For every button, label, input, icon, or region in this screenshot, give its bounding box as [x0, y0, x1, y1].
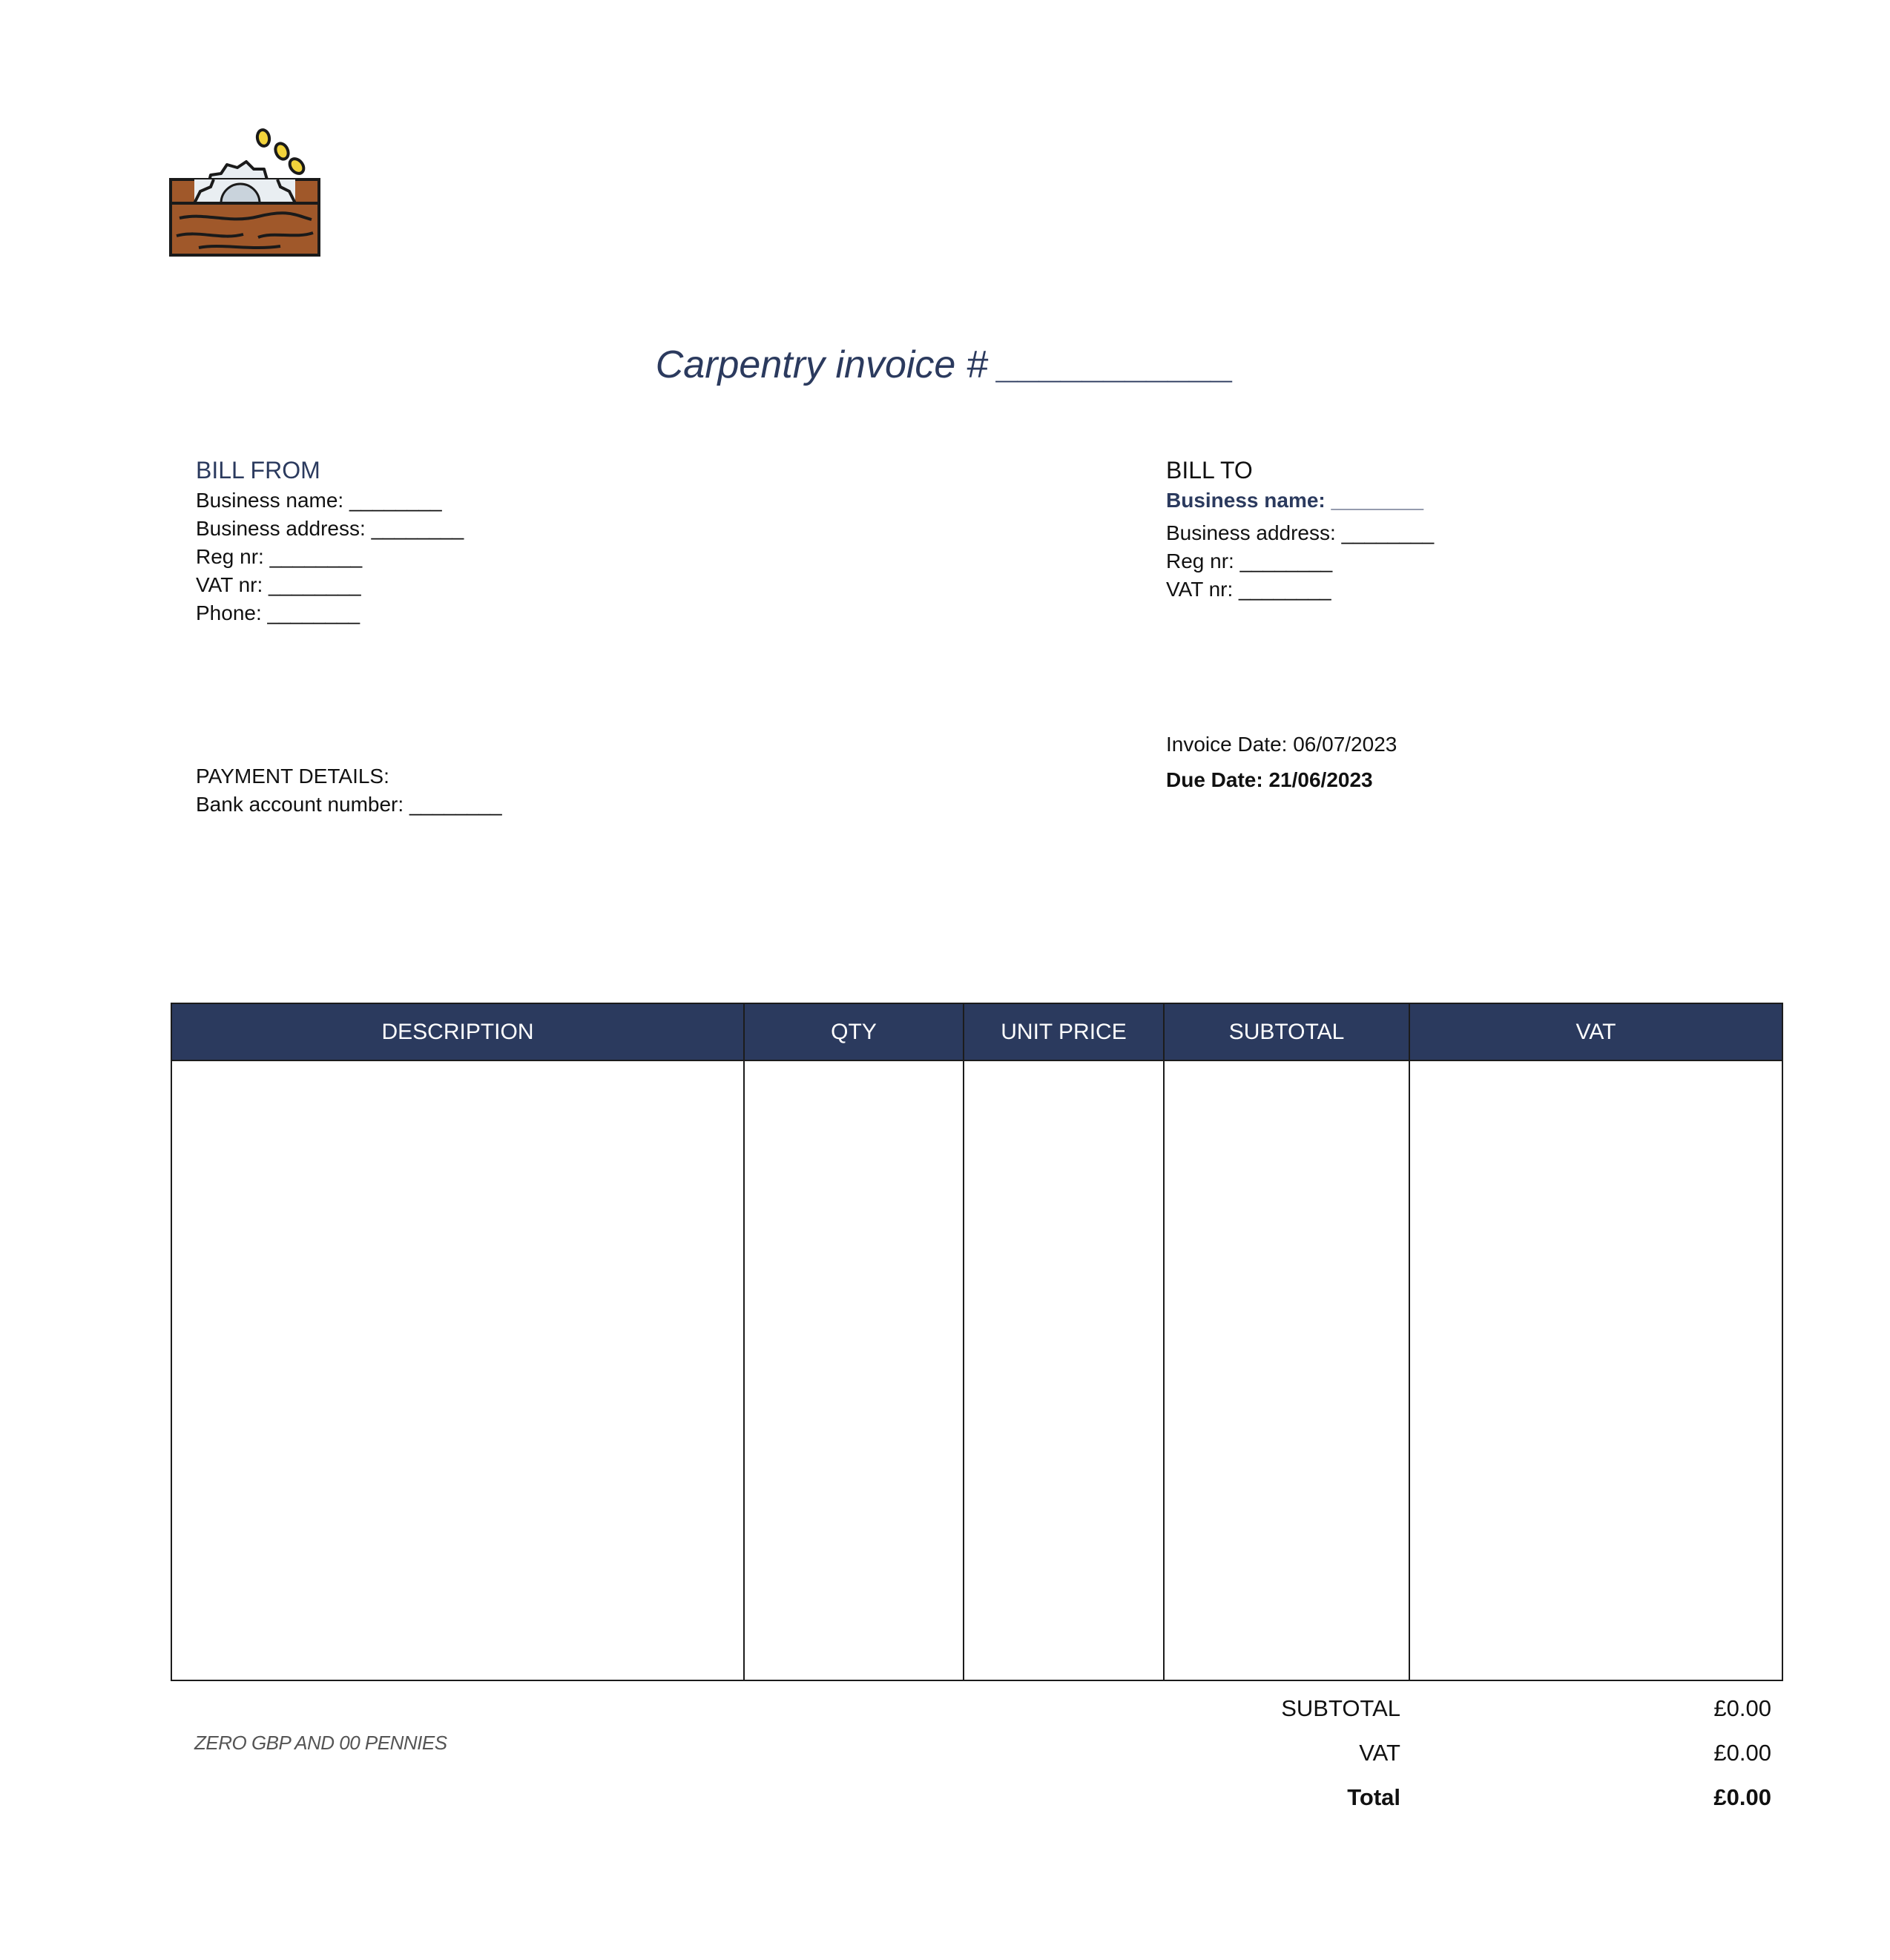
due-date: Due Date: 21/06/2023	[1166, 768, 1373, 791]
bank-account-number: Bank account number: ________	[196, 793, 502, 816]
vat-label: VAT	[1359, 1740, 1400, 1766]
bill-to-vat-nr: VAT nr: ________	[1166, 578, 1331, 601]
total-label: Total	[1347, 1784, 1400, 1810]
total-value: £0.00	[1713, 1784, 1771, 1810]
description-column-cell	[172, 1061, 745, 1680]
bill-from-business-address: Business address: ________	[196, 517, 464, 540]
line-items-table	[171, 1003, 1783, 1681]
bill-from-heading: BILL FROM	[196, 457, 320, 484]
table-body	[172, 1060, 1782, 1680]
amount-in-words: ZERO GBP AND 00 PENNIES	[194, 1732, 447, 1754]
subtotal-column-cell	[1165, 1061, 1410, 1680]
bill-from-business-name: Business name: ________	[196, 489, 442, 512]
payment-details-heading: PAYMENT DETAILS:	[196, 765, 389, 788]
invoice-title: Carpentry invoice # ___________	[655, 343, 1235, 386]
payment-details-section	[196, 762, 502, 819]
vat-value: £0.00	[1713, 1740, 1771, 1766]
bill-from-reg-nr: Reg nr: ________	[196, 545, 363, 568]
subtotal-label: SUBTOTAL	[1281, 1695, 1400, 1721]
column-header-subtotal: SUBTOTAL	[1165, 1004, 1410, 1060]
table-header	[172, 1004, 1782, 1060]
invoice-date: Invoice Date: 06/07/2023	[1166, 733, 1397, 756]
dates-section	[1166, 727, 1397, 798]
column-header-vat: VAT	[1575, 1019, 1616, 1044]
subtotal-value: £0.00	[1713, 1695, 1771, 1721]
bill-from-phone: Phone: ________	[196, 601, 360, 624]
column-header-description: DESCRIPTION	[172, 1004, 745, 1060]
unit-price-column-cell	[964, 1061, 1165, 1680]
vat-column-cell	[1410, 1061, 1782, 1680]
bill-from-vat-nr: VAT nr: ________	[196, 573, 361, 596]
bill-to-reg-nr: Reg nr: ________	[1166, 550, 1333, 573]
qty-column-cell	[745, 1061, 964, 1680]
column-header-qty: QTY	[745, 1004, 964, 1060]
bill-to-section	[1166, 455, 1434, 604]
column-header-unit-price: UNIT PRICE	[964, 1004, 1165, 1060]
bill-to-business-name: Business name: ________	[1166, 489, 1424, 512]
bill-from-section	[196, 455, 464, 627]
bill-to-heading: BILL TO	[1166, 457, 1253, 484]
circular-saw-wood-icon	[169, 128, 322, 258]
bill-to-business-address: Business address: ________	[1166, 521, 1435, 544]
